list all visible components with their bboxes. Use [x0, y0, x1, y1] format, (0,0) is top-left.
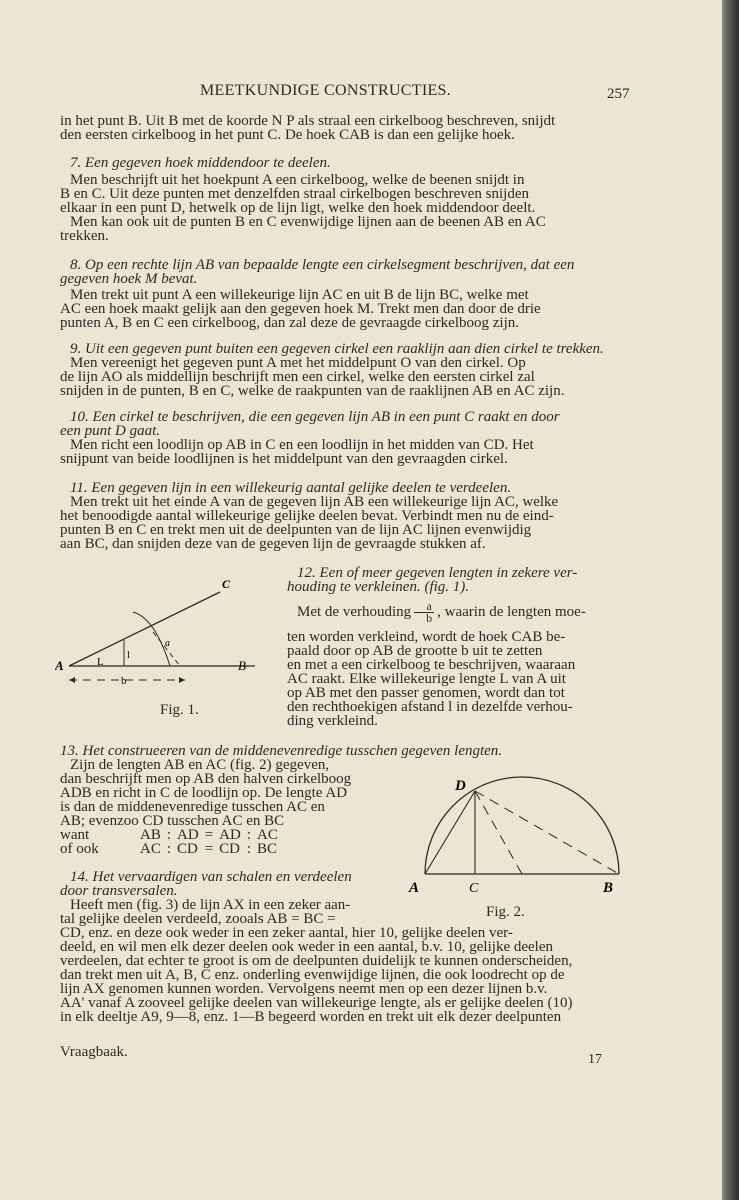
- section-heading: 9. Uit een gegeven punt buiten een gegeven cirkel een raaklijn aan dien cirkel te trekken.: [70, 341, 604, 357]
- prop-cell: AC: [140, 841, 161, 857]
- fig1-arrow-left: [69, 677, 75, 683]
- running-header: [0, 82, 722, 106]
- text-line: en met a een cirkelboog te beschrijven, waaraan: [287, 657, 576, 673]
- fraction-denominator: b: [426, 611, 433, 626]
- text-line: CD, enz. en deze ook weder in een zeker aantal, hier 10, gelijke deelen ver-: [60, 925, 513, 941]
- text-line: den eersten cirkelboog in het punt C. De hoek CAB is dan een gelijke hoek.: [60, 127, 515, 143]
- fig2-dashed-radius: [475, 791, 522, 874]
- text-line: dan beschrijft men op AB den halven cirkelboog: [60, 771, 352, 787]
- section-14: [60, 926, 632, 1024]
- fig1-label-b: B: [238, 658, 246, 673]
- text-line: trekken.: [60, 228, 109, 244]
- ratio-fraction: [414, 601, 434, 624]
- text-line: in elk deeltje A9, 9—8, enz. 1—B begeerd worden en trekt uit elk dezer deelpunten: [60, 1009, 562, 1025]
- prop-cell: =: [204, 841, 214, 857]
- section-13-heading: [60, 744, 632, 758]
- prop-cell: BC: [257, 841, 278, 857]
- section-13: [60, 758, 382, 828]
- text-line: Men trekt uit punt A een willekeurige lijn AC en uit B de lijn BC, welke met: [70, 287, 529, 303]
- section-heading: 8. Op een rechte lijn AB van bepaalde lengte een cirkelsegment beschrijven, dat een: [70, 257, 575, 273]
- page-number: 257: [607, 86, 630, 102]
- footer-sheet-number: 17: [588, 1052, 602, 1067]
- section-heading: door transversalen.: [60, 883, 178, 899]
- text-line: AA' vanaf A zooveel gelijke deelen van willekeurige lengte, als er gelijke deelen (10): [60, 995, 573, 1011]
- text-line: op AB met den passer genomen, wordt dan tot: [287, 685, 565, 701]
- prop-cell: :: [246, 827, 251, 843]
- section-14-top: [60, 870, 382, 926]
- fig1-label-c: C: [222, 577, 231, 591]
- fig1-label-b-small: b: [121, 675, 127, 687]
- text-line: is dan de middenevenredige tusschen AC en: [60, 799, 325, 815]
- text-line: ten worden verkleind, wordt de hoek CAB be-: [287, 629, 566, 645]
- text-line: Heeft men (fig. 3) de lijn AX in een zeker aan-: [70, 897, 351, 913]
- fig1-label-a-small: a: [165, 638, 170, 649]
- fig1-arrow-right: [179, 677, 185, 683]
- section-7: [60, 156, 632, 243]
- section-12: [287, 566, 632, 728]
- section-heading: een punt D gaat.: [60, 423, 160, 439]
- text-line: de lijn AO als middellijn beschrijft men een cirkel, welke den eersten cirkel zal: [60, 369, 535, 385]
- section-8: [60, 258, 632, 330]
- fig1-line-ac: [69, 592, 220, 666]
- text-line: tal gelijke deelen verdeeld, zooals AB = BC =: [60, 911, 336, 927]
- prop-cell: =: [204, 827, 214, 843]
- text-line: het benoodigde aantal willekeurige gelijke deelen bevat. Verbindt men nu de eind-: [60, 508, 554, 524]
- section-heading: 7. Een gegeven hoek middendoor te deelen.: [70, 155, 331, 171]
- fig1-label-a: A: [55, 658, 64, 673]
- text-line: Zijn de lengten AB en AC (fig. 2) gegeven,: [70, 757, 330, 773]
- section-9: [60, 342, 632, 398]
- text-line: Men kan ook uit de punten B en C evenwijdige lijnen aan de beenen AB en AC: [70, 214, 546, 230]
- prop-cell: AD: [219, 827, 241, 843]
- prop-cell: AC: [257, 827, 278, 843]
- text-line: AC een hoek maakt gelijk aan den gegeven hoek M. Trekt men dan door de drie: [60, 301, 541, 317]
- text-line: aan BC, dan snijden deze van de gegeven lijn de gevraagde stukken af.: [60, 536, 486, 552]
- text-line: paald door op AB de grootte b uit te zetten: [287, 643, 543, 659]
- text-line: punten B en C en trekt men uit de deelpunten van de lijn AC lijnen evenwijdig: [60, 522, 532, 538]
- book-spine-edge: [722, 0, 739, 1200]
- ratio-line: [287, 598, 632, 626]
- text-line: lijn AX genomen kunnen worden. Vervolgens neemt men op een dezer lijnen b.v.: [60, 981, 548, 997]
- text-line: in het punt B. Uit B met de koorde N P als straal een cirkelboog beschreven, snijdt: [60, 113, 556, 129]
- text-line: punten A, B en C een cirkelboog, dan zal deze de gevraagde cirkelboog zijn.: [60, 315, 519, 331]
- text-line: snijden in de punten, B en C, welke de raakpunten van de raaklijnen AB en AC zijn.: [60, 383, 565, 399]
- section-heading: 10. Een cirkel te beschrijven, die een gegeven lijn AB in een punt C raakt en door: [70, 409, 560, 425]
- fig1-label-l-lower: l: [127, 650, 130, 661]
- figure-2: [405, 774, 640, 904]
- prop-cell: of ook: [60, 841, 99, 857]
- text-line: elkaar in een punt D, hetwelk op de lijn ligt, welke den hoek middendoor deelt.: [60, 200, 536, 216]
- section-heading: 14. Het vervaardigen van schalen en verdeelen: [70, 869, 352, 885]
- section-10: [60, 410, 632, 466]
- fig1-label-l-upper: L: [97, 656, 104, 668]
- text-line: Men vereenigt het gegeven punt A met het middelpunt O van den cirkel. Op: [70, 355, 526, 371]
- text-line: ADB en richt in C de loodlijn op. De lengte AD: [60, 785, 348, 801]
- fig2-label-d: D: [455, 778, 466, 794]
- text-line: ding verkleind.: [287, 713, 378, 729]
- text-line: B en C. Uit deze punten met denzelfden straal cirkelbogen beschreven snijden: [60, 186, 529, 202]
- fig2-dashed-db: [475, 791, 619, 874]
- fig2-label-a: A: [409, 880, 420, 896]
- proportion-row: [60, 828, 284, 842]
- fig1-caption: Fig. 1.: [160, 702, 199, 718]
- text-line: deeld, en wil men elk dezer deelen ook weder in een aantal, b.v. 10, gelijke deelen: [60, 939, 553, 955]
- intro-paragraph: [60, 114, 632, 142]
- text-line: AB; evenzoo CD tusschen AC en BC: [60, 813, 285, 829]
- text-line: Men richt een loodlijn op AB in C en een loodlijn in het midden van CD. Het: [70, 437, 534, 453]
- prop-cell: want: [60, 827, 90, 843]
- prop-cell: CD: [177, 841, 198, 857]
- text-line: dan trekt men uit A, B, C enz. onderling evenwijdige lijnen, die ook loodrecht op de: [60, 967, 565, 983]
- text-line: Men trekt uit het einde A van de gegeven lijn AB een willekeurige lijn AC, welke: [70, 494, 559, 510]
- section-heading: 11. Een gegeven lijn in een willekeurig aantal gelijke deelen te verdeelen.: [70, 480, 512, 496]
- text-line: verdeelen, dat echter te groot is om de deelpunten duidelijk te kunnen onderscheiden,: [60, 953, 573, 969]
- proportion-row: [60, 842, 284, 856]
- proportion-table: [60, 828, 284, 856]
- running-title: MEETKUNDIGE CONSTRUCTIES.: [200, 82, 452, 99]
- section-heading: houding te verkleinen. (fig. 1).: [287, 579, 470, 595]
- ratio-lead: Met de verhouding: [297, 604, 412, 620]
- section-heading: 13. Het construeeren van de middenevenredige tusschen gegeven lengten.: [60, 743, 503, 759]
- footer-signature: Vraagbaak.: [60, 1044, 128, 1060]
- fig2-label-b: B: [603, 880, 614, 896]
- prop-cell: AD: [177, 827, 199, 843]
- text-line: AC raakt. Elke willekeurige lengte L van A uit: [287, 671, 566, 687]
- fig2-line-ad: [425, 791, 475, 874]
- text-line: Men beschrijft uit het hoekpunt A een cirkelboog, welke de beenen snijdt in: [70, 172, 525, 188]
- fraction-numerator: a: [414, 601, 434, 613]
- prop-cell: CD: [219, 841, 240, 857]
- fig2-caption: Fig. 2.: [486, 904, 525, 920]
- text-line: snijpunt van beide loodlijnen is het middelpunt van den gevraagden cirkel.: [60, 451, 508, 467]
- fig2-label-c: C: [469, 881, 479, 896]
- prop-cell: :: [166, 827, 172, 843]
- prop-cell: :: [246, 841, 251, 857]
- section-heading: 12. Een of meer gegeven lengten in zekere ver-: [297, 565, 578, 581]
- prop-cell: AB: [140, 827, 161, 843]
- text-line: den rechthoekigen afstand l in dezelfde verhou-: [287, 699, 573, 715]
- ratio-after: , waarin de lengten moe-: [437, 604, 586, 620]
- figure-1: [55, 570, 270, 690]
- section-11: [60, 481, 632, 551]
- prop-cell: :: [166, 841, 172, 857]
- section-heading: gegeven hoek M bevat.: [60, 271, 198, 287]
